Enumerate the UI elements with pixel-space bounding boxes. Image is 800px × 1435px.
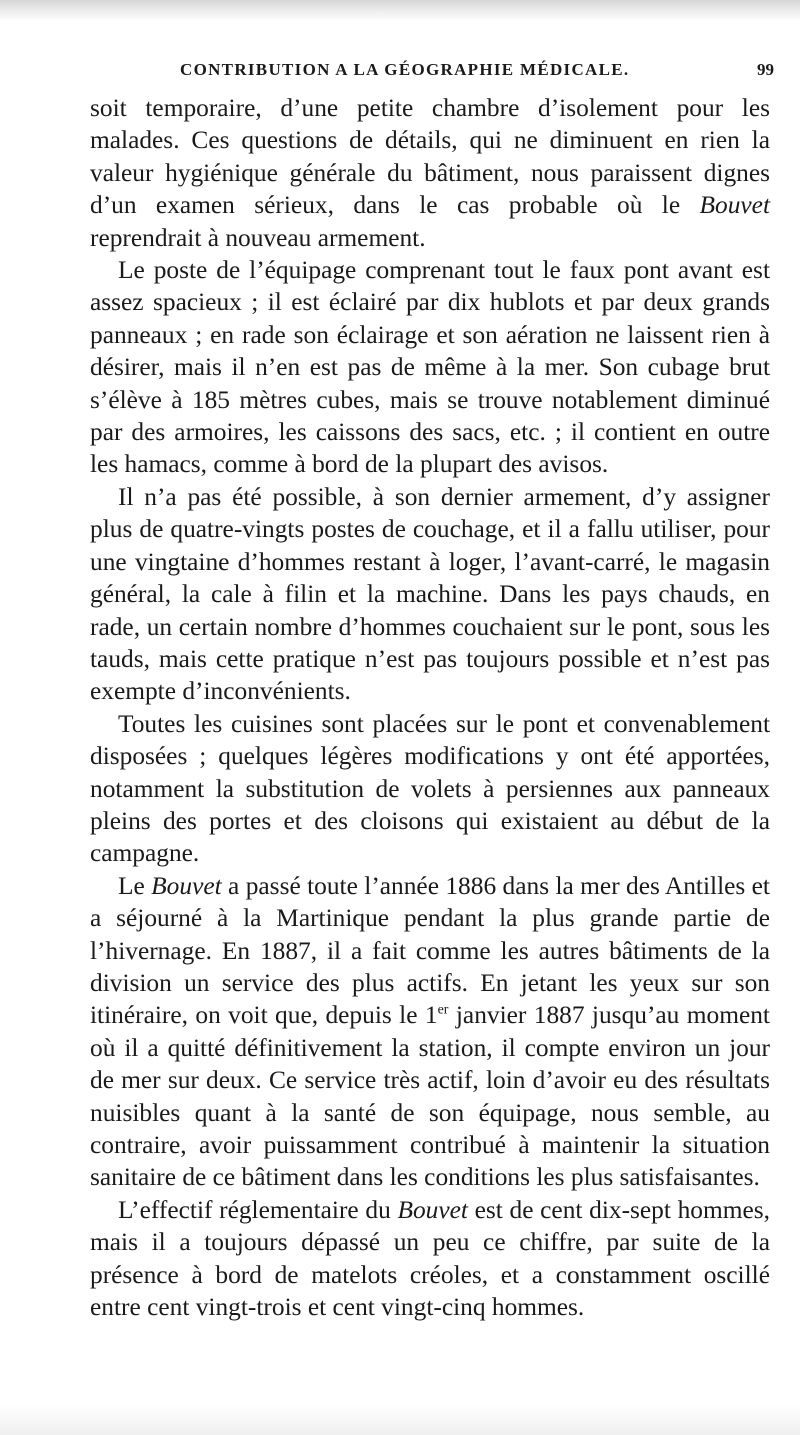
text-run: L’effectif réglementaire du (118, 1195, 398, 1224)
paragraph (90, 92, 770, 254)
paragraph (90, 870, 770, 1194)
text-run: Toutes les cuisines sont placées sur le pont et convenablement disposées ; quelques légères modifications y ont été apportées, notamment la substitution de volets à persiennes aux panneaux pleins des portes et des cloisons qui existaient au début de la campagne. (90, 709, 770, 868)
text-run: reprendrait à nouveau armement. (90, 223, 426, 252)
paragraph (90, 254, 770, 481)
text-run: soit temporaire, d’une petite chambre d’isolement pour les malades. Ces questions de détails, qui ne diminuent en rien la valeur hygiénique générale du bâtiment, nous paraissent dignes d’un examen sérieux, dans le cas probable où le (90, 94, 770, 220)
text-run: Le (118, 871, 152, 900)
text-run: Le poste de l’équipage comprenant tout le faux pont avant est assez spacieux ; il est éclairé par dix hublots et par deux grands panneaux ; en rade son éclairage et son aération ne laissent rien à désirer, mais il n’en est pas de même à la mer. Son cubage brut s’élève à 185 mètres cubes, mais se trouve notablement diminué par des armoires, les caissons des sacs, etc. ; il contient en outre les hamacs, comme à bord de la plupart des avisos. (90, 256, 770, 479)
paragraph (90, 481, 770, 708)
text-run: janvier 1887 jusqu’au moment où il a quitté définitivement la station, il compte environ un jour de mer sur deux. Ce service très actif, loin d’avoir eu des résultats nuisibles quant à la santé de son équipage, nous semble, au contraire, avoir puissamment contribué à maintenir la situation sanitaire de ce bâtiment dans les conditions les plus satisfaisantes. (90, 1001, 770, 1192)
ship-name: Bouvet (151, 871, 222, 900)
page-edge-shadow (0, 0, 800, 22)
paragraph (90, 708, 770, 870)
body-text (90, 92, 770, 1323)
ship-name: Bouvet (397, 1195, 468, 1224)
page-bottom-shade (0, 1405, 800, 1435)
running-head (94, 60, 774, 82)
running-title: CONTRIBUTION A LA GÉOGRAPHIE MÉDICALE. (180, 60, 630, 79)
page-number: 99 (757, 60, 774, 79)
ordinal-superscript: er (437, 1002, 449, 1018)
text-run: Il n’a pas été possible, à son dernier armement, d’y assigner plus de quatre-vingts postes de couchage, et il a fallu utiliser, pour une vingtaine d’hommes restant à loger, l’avant-carré, le magasin général, la cale à filin et la machine. Dans les pays chauds, en rade, un certain nombre d’hommes couchaient sur le pont, sous les tauds, mais cette pratique n’est pas toujours possible et n’est pas exempte d’inconvénients. (90, 482, 770, 706)
ship-name: Bouvet (699, 191, 770, 220)
text-run: a passé toute l’année 1886 dans la mer des Antilles et a séjourné à la Martinique pendant la plus grande partie de l’hivernage. En 1887, il a fait comme les autres bâtiments de la division un service des plus actifs. En jetant les yeux sur son itinéraire, on voit que, depuis le 1 (90, 871, 770, 1030)
paragraph (90, 1194, 770, 1324)
text-run: est de cent dix-sept hommes, mais il a toujours dépassé un peu ce chiffre, par suite de la présence à bord de matelots créoles, et a constamment oscillé entre cent vingt-trois et cent vingt-cinq hommes. (90, 1195, 770, 1322)
